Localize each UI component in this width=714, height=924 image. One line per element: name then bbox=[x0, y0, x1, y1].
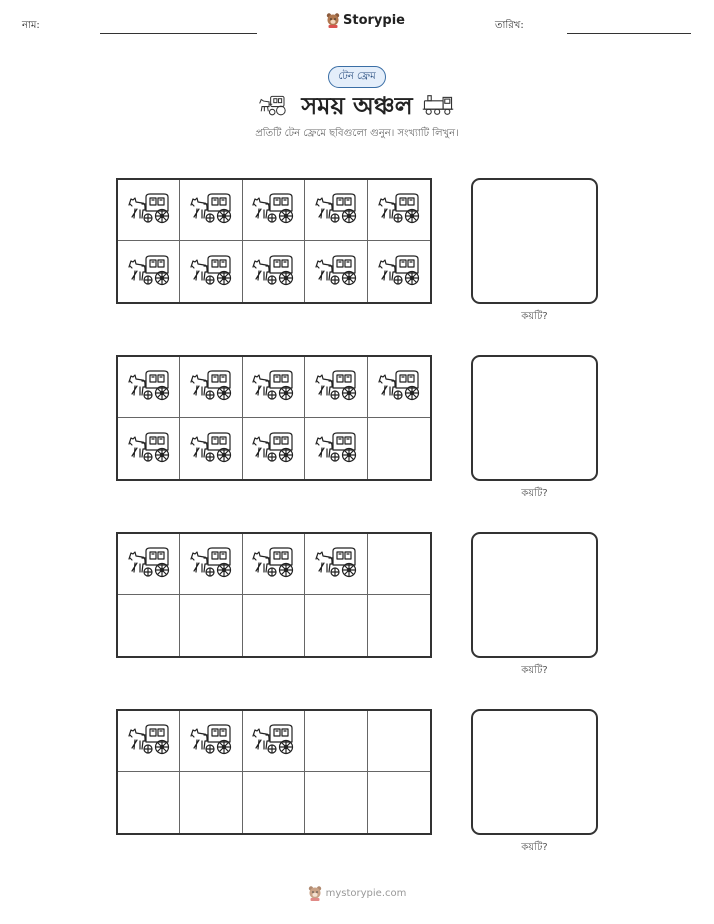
horse-carriage-icon bbox=[189, 723, 233, 759]
horse-carriage-icon bbox=[127, 192, 171, 228]
ten-frame-cell bbox=[368, 772, 430, 833]
answer-label: কয়টি? bbox=[521, 488, 548, 499]
ten-frame bbox=[116, 709, 432, 835]
ten-frame-cell bbox=[243, 357, 305, 418]
horse-carriage-icon bbox=[189, 192, 233, 228]
ten-frame-cell bbox=[118, 180, 180, 241]
ten-frame-cell bbox=[305, 534, 367, 595]
ten-frame-cell bbox=[368, 595, 430, 656]
answer-box[interactable] bbox=[471, 178, 598, 304]
ten-frame-cell bbox=[180, 534, 242, 595]
ten-frame-cell bbox=[243, 711, 305, 772]
ten-frame-cell bbox=[305, 357, 367, 418]
horse-carriage-icon bbox=[189, 431, 233, 467]
ten-frame-cell bbox=[243, 180, 305, 241]
answer-box[interactable] bbox=[471, 709, 598, 835]
date-label: তারিখ: bbox=[495, 20, 524, 31]
horse-carriage-icon bbox=[377, 192, 421, 228]
horse-carriage-icon bbox=[189, 254, 233, 290]
footer bbox=[0, 885, 714, 901]
date-line[interactable] bbox=[567, 33, 691, 34]
instruction-text: প্রতিটি টেন ফ্রেমে ছবিগুলো গুনুন। সংখ্যাটি লিখুন। bbox=[255, 128, 459, 139]
answer-box[interactable] bbox=[471, 355, 598, 481]
ten-frame bbox=[116, 532, 432, 658]
ten-frame-cell bbox=[180, 772, 242, 833]
horse-carriage-icon bbox=[314, 192, 358, 228]
badge-label: টেন ফ্রেম bbox=[338, 70, 376, 82]
ten-frame-cell bbox=[180, 711, 242, 772]
horse-carriage-icon bbox=[251, 369, 295, 405]
ten-frame-cell bbox=[305, 595, 367, 656]
horse-carriage-icon bbox=[314, 369, 358, 405]
ten-frame-cell bbox=[118, 357, 180, 418]
answer-box[interactable] bbox=[471, 532, 598, 658]
brand-name: Storypie bbox=[343, 12, 405, 28]
name-label: নাম: bbox=[22, 20, 40, 31]
horse-carriage-icon bbox=[127, 431, 171, 467]
horse-carriage-icon bbox=[127, 723, 171, 759]
ten-frame-cell bbox=[368, 534, 430, 595]
ten-frame-cell bbox=[243, 241, 305, 302]
horse-carriage-icon bbox=[314, 254, 358, 290]
horse-carriage-icon bbox=[377, 369, 421, 405]
ten-frame-cell bbox=[118, 595, 180, 656]
ten-frame-cell bbox=[243, 534, 305, 595]
ten-frame bbox=[116, 178, 432, 304]
page-title: সময় অঞ্চল bbox=[301, 92, 413, 120]
ten-frame-cell bbox=[368, 241, 430, 302]
ten-frame-cell bbox=[118, 711, 180, 772]
answer-label: কয়টি? bbox=[521, 665, 548, 676]
horse-carriage-icon bbox=[189, 546, 233, 582]
ten-frame-cell bbox=[305, 241, 367, 302]
ten-frame-cell bbox=[180, 180, 242, 241]
ten-frame-cell bbox=[305, 711, 367, 772]
horse-carriage-icon bbox=[251, 254, 295, 290]
horse-carriage-icon bbox=[314, 546, 358, 582]
ten-frame-cell bbox=[305, 180, 367, 241]
ten-frame-cell bbox=[305, 418, 367, 479]
ten-frame-cell bbox=[180, 357, 242, 418]
ten-frame-cell bbox=[118, 418, 180, 479]
answer-label: কয়টি? bbox=[521, 311, 548, 322]
horse-carriage-icon bbox=[251, 431, 295, 467]
horse-carriage-icon bbox=[127, 546, 171, 582]
horse-carriage-icon bbox=[377, 254, 421, 290]
ten-frame-cell bbox=[243, 772, 305, 833]
ten-frame-cell bbox=[305, 772, 367, 833]
ten-frame-cell bbox=[368, 357, 430, 418]
ten-frame-cell bbox=[368, 180, 430, 241]
worksheet-type-badge bbox=[328, 66, 386, 88]
ten-frame-cell bbox=[118, 534, 180, 595]
ten-frame-cell bbox=[368, 711, 430, 772]
horse-carriage-icon bbox=[314, 431, 358, 467]
ten-frame-cell bbox=[118, 772, 180, 833]
answer-label: কয়টি? bbox=[521, 842, 548, 853]
horse-carriage-icon bbox=[251, 192, 295, 228]
ten-frame-cell bbox=[118, 241, 180, 302]
ten-frame-cell bbox=[243, 595, 305, 656]
ten-frame bbox=[116, 355, 432, 481]
ten-frame-cell bbox=[180, 595, 242, 656]
horse-carriage-icon bbox=[251, 723, 295, 759]
horse-carriage-icon bbox=[127, 254, 171, 290]
ten-frame-cell bbox=[368, 418, 430, 479]
ten-frame-cell bbox=[180, 241, 242, 302]
bear-icon bbox=[326, 12, 340, 28]
footer-site: mystorypie.com bbox=[325, 887, 407, 899]
name-line[interactable] bbox=[100, 33, 257, 34]
ten-frame-cell bbox=[180, 418, 242, 479]
storypie-logo bbox=[326, 12, 405, 28]
horse-carriage-icon bbox=[189, 369, 233, 405]
train-decoration-icon bbox=[421, 94, 455, 116]
horse-carriage-icon bbox=[251, 546, 295, 582]
ten-frame-cell bbox=[243, 418, 305, 479]
bear-icon bbox=[308, 885, 322, 901]
horse-carriage-icon bbox=[127, 369, 171, 405]
